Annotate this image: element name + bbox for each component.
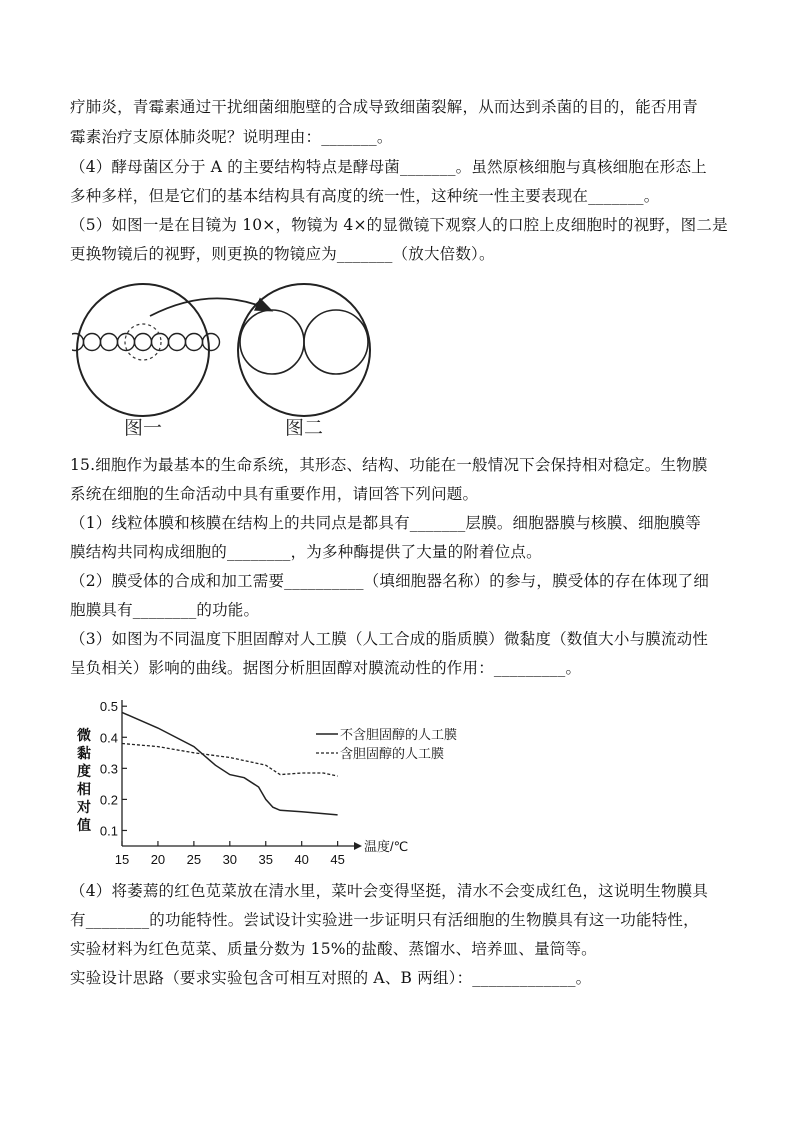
text-line: 实验材料为红色苋菜、质量分数为 15%的盐酸、蒸馏水、培养皿、量筒等。 [70, 940, 597, 958]
text-line: 胞膜具有________的功能。 [70, 601, 260, 619]
text-line: 更换物镜后的视野，则更换的物镜应为_______（放大倍数）。 [70, 245, 495, 263]
text-line: 实验设计思路（要求实验包含可相互对照的 A、B 两组）：_____________。 [70, 969, 592, 987]
y-tick-label: 0.3 [99, 761, 118, 777]
x-tick-label: 20 [150, 852, 166, 867]
text-line: 系统在细胞的生命活动中具有重要作用，请回答下列问题。 [70, 485, 479, 503]
cell [84, 334, 101, 351]
x-axis-arrow [354, 842, 362, 850]
series-group [122, 712, 338, 815]
text-line: 膜结构共同构成细胞的________，为多种酶提供了大量的附着位点。 [70, 543, 542, 561]
figure-1-label: 图一 [123, 418, 163, 438]
question-4: （4）酵母菌区分于 A 的主要结构特点是酵母菌_______。虽然原核细胞与真核细胞在形态上 [70, 158, 707, 176]
cell [304, 310, 368, 374]
y-tick-label: 0.5 [99, 699, 118, 715]
y-axis-label-char: 相 [77, 781, 91, 797]
y-axis-label-char: 值 [77, 817, 91, 833]
text-line: 多种多样，但是它们的基本结构具有高度的统一性，这种统一性主要表现在_______。 [70, 187, 660, 205]
question-5: （5）如图一是在目镜为 10×，物镜为 4×的显微镜下观察人的口腔上皮细胞时的视野，图二是 [70, 216, 728, 234]
text-line: 有________的功能特性。尝试设计实验进一步证明只有活细胞的生物膜具有这一功能特性， [70, 911, 699, 929]
large-cell-row [240, 310, 368, 374]
y-axis-label-char: 度 [77, 763, 91, 779]
selected-region [125, 324, 161, 360]
x-tick-label: 45 [330, 852, 345, 867]
cell [169, 334, 186, 351]
field-of-view-2 [238, 284, 370, 416]
arrow [150, 298, 270, 316]
x-axis-label: 温度/℃ [364, 839, 409, 854]
y-axis-label-char: 黏 [77, 745, 91, 761]
y-axis-label-char: 微 [77, 727, 91, 743]
figure-2-label: 图二 [284, 418, 324, 438]
small-cell-row [72, 334, 220, 351]
x-tick-label: 35 [258, 852, 273, 867]
cell [203, 334, 220, 351]
microscope-figure [72, 276, 372, 438]
question-15-2: （2）膜受体的合成和加工需要__________（填细胞器名称）的参与，膜受体的存在体现了细 [70, 572, 710, 590]
question-15-1: （1）线粒体膜和核膜在结构上的共同点是都具有_______层膜。细胞器膜与核膜、细胞膜等 [70, 514, 701, 532]
question-15: 15.细胞作为最基本的生命系统，其形态、结构、功能在一般情况下会保持相对稳定。生物膜 [70, 456, 708, 474]
x-ticks [115, 841, 345, 867]
question-15-3: （3）如图为不同温度下胆固醇对人工膜（人工合成的脂质膜）微黏度（数值大小与膜流动性 [70, 630, 709, 648]
y-axis-label [76, 727, 91, 833]
cell [240, 310, 304, 374]
y-tick-label: 0.4 [99, 730, 118, 746]
y-axis-label-char: 对 [77, 799, 91, 815]
series-line-without-cholesterol [122, 712, 338, 815]
legend-label-solid: 不含胆固醇的人工膜 [340, 727, 458, 742]
series-line-with-cholesterol [122, 744, 338, 777]
cell [101, 334, 118, 351]
text-line: 霉素治疗支原体肺炎呢？说明理由：_______。 [70, 128, 393, 146]
cell [186, 334, 203, 351]
y-tick-label: 0.2 [99, 792, 118, 808]
viscosity-chart [72, 692, 512, 878]
legend-label-dashed: 含胆固醇的人工膜 [340, 746, 445, 761]
x-tick-label: 25 [186, 852, 202, 867]
text-line: 呈负相关）影响的曲线。据图分析胆固醇对膜流动性的作用：_________。 [70, 659, 582, 677]
cell [135, 334, 152, 351]
x-tick-label: 30 [222, 852, 238, 867]
text-line: 疗肺炎，青霉素通过干扰细菌细胞壁的合成导致细菌裂解，从而达到杀菌的目的，能否用青 [70, 98, 699, 116]
legend [316, 727, 457, 761]
x-tick-label: 40 [294, 852, 309, 867]
question-15-4: （4）将萎蔫的红色苋菜放在清水里，菜叶会变得坚挺，清水不会变成红色，这说明生物膜具 [70, 882, 709, 900]
x-tick-label: 15 [114, 852, 130, 867]
y-tick-label: 0.1 [99, 823, 118, 839]
y-ticks [100, 699, 127, 838]
